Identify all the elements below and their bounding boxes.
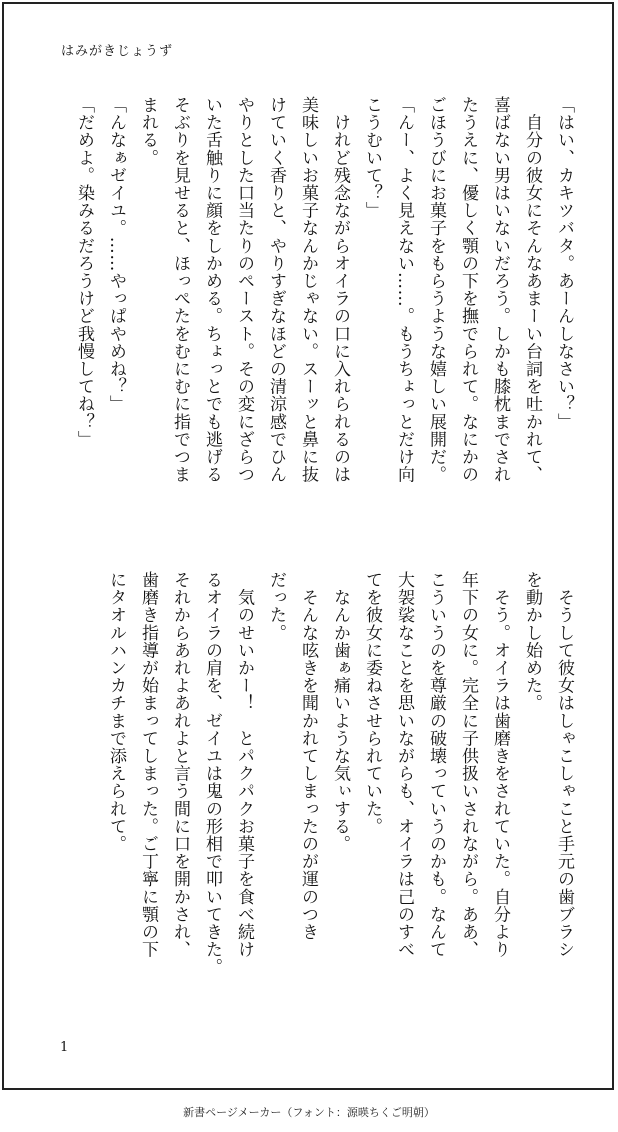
text-line: 大袈裟なことを思いながらも、オイラは己のすべ <box>394 571 414 959</box>
lower-text-block <box>52 571 580 1011</box>
text-line: 年下の女に。完全に子供扱いされながら。ああ、 <box>458 571 478 959</box>
page-frame <box>2 2 614 1090</box>
upper-text-block <box>52 96 580 536</box>
text-line: たうえに、優しく顎の下を撫でられて。なにかの <box>458 96 478 484</box>
text-line: そうして彼女はしゃこしゃこと手元の歯ブラシ <box>554 571 574 959</box>
text-line: そう。オイラは歯磨きをされていた。自分より <box>490 571 510 959</box>
text-line: だった。 <box>266 571 286 642</box>
text-line: こうむいて？」 <box>362 96 382 220</box>
text-line: けていく香りと、やりすぎなほどの清涼感でひん <box>266 96 286 484</box>
text-line: そぶりを見せると、ほっぺたをむにむに指でつま <box>170 96 190 484</box>
running-header-title: はみがきじょうず <box>61 44 174 59</box>
text-line: にタオルハンカチまで添えられて。 <box>106 571 126 853</box>
text-line: 「はい、カキツバタ。あーんしなさい？」 <box>554 96 574 431</box>
text-line: 「だめよ。染みるだろうけど我慢してね？」 <box>74 96 94 448</box>
text-line: 自分の彼女にそんなあまーい台詞を吐かれて、 <box>522 96 542 484</box>
text-line: を動かし始めた。 <box>522 571 542 712</box>
text-line: それからあれよあれよと言う間に口を開かされ、 <box>170 571 190 959</box>
text-line: けれど残念ながらオイラの口に入れられるのは <box>330 96 350 484</box>
text-line: ごほうびにお菓子をもらうような嬉しい展開だ。 <box>426 96 446 484</box>
footer-caption: 新書ページメーカー（フォント：源暎ちくご明朝） <box>183 1106 435 1119</box>
page-number: 1 <box>60 1040 69 1055</box>
text-line: 「んー、よく見えない……。もうちょっとだけ向 <box>394 96 414 484</box>
text-line: てを彼女に委ねさせられていた。 <box>362 571 382 835</box>
text-line: やりとした口当たりのペースト。その変にざらつ <box>234 96 254 484</box>
text-line: 「んなぁゼイユ。……やっぱやめね？」 <box>106 96 126 413</box>
text-line: まれる。 <box>138 96 158 167</box>
text-line: 喜ばない男はいないだろう。しかも膝枕までされ <box>490 96 510 484</box>
text-line: いた舌触りに顔をしかめる。ちょっとでも逃げる <box>202 96 222 484</box>
text-line: 気のせいかー！ とパクパクお菓子を食べ続け <box>234 571 254 959</box>
text-line: るオイラの肩を、ゼイユは鬼の形相で叩いてきた。 <box>202 571 222 976</box>
text-line: そんな呟きを聞かれてしまったのが運のつき <box>298 571 318 941</box>
text-line: 歯磨き指導が始まってしまった。ご丁寧に顎の下 <box>138 571 158 959</box>
text-line: こういうのを尊厳の破壊っていうのかも。なんて <box>426 571 446 959</box>
text-line: なんか歯ぁ痛いような気ぃする。 <box>330 571 350 853</box>
text-line: 美味しいお菓子なんかじゃない。スーッと鼻に抜 <box>298 96 318 484</box>
